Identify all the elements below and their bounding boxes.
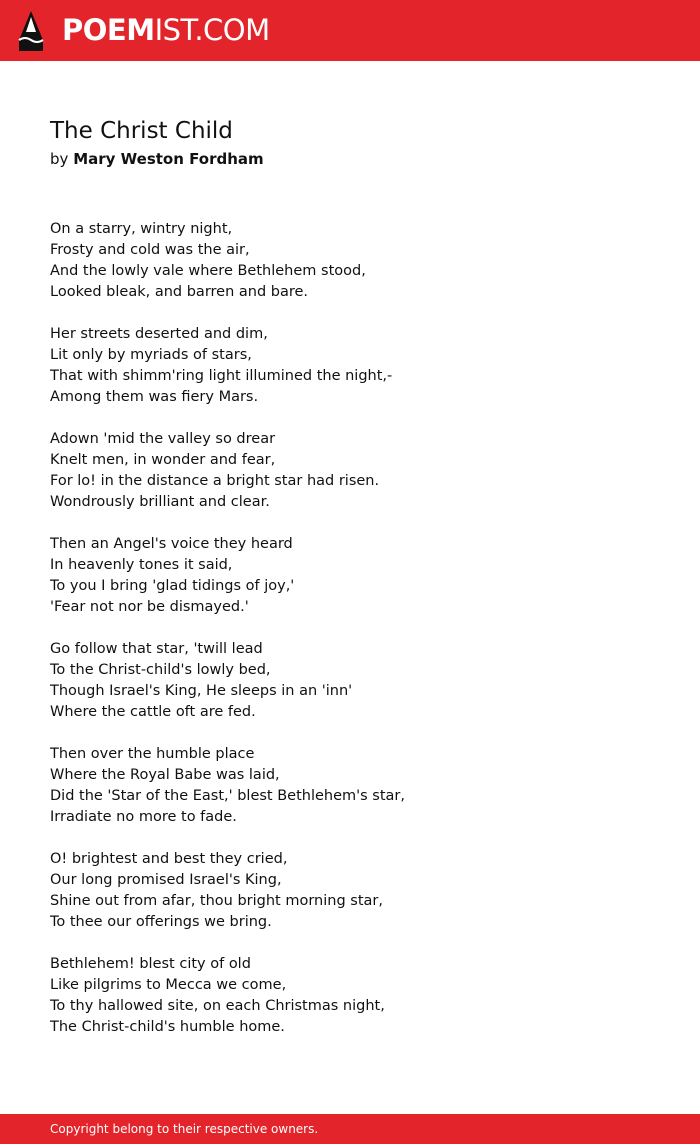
poem-line: Her streets deserted and dim, — [50, 326, 268, 342]
poem-line: To the Christ-child's lowly bed, — [50, 662, 271, 678]
stanza — [50, 954, 650, 1038]
poem-line: The Christ-child's humble home. — [50, 1019, 285, 1035]
poem-author[interactable]: Mary Weston Fordham — [73, 150, 264, 168]
poem-line: Wondrously brilliant and clear. — [50, 494, 270, 510]
poem-line: In heavenly tones it said, — [50, 557, 233, 573]
site-logo[interactable] — [62, 12, 270, 48]
poem-line: Did the 'Star of the East,' blest Bethlehem's star, — [50, 788, 406, 804]
poem-line: Then an Angel's voice they heard — [50, 536, 293, 552]
poem-line: Bethlehem! blest city of old — [50, 956, 251, 972]
poem-line: 'Fear not nor be dismayed.' — [50, 599, 249, 615]
poem-line: Irradiate no more to fade. — [50, 809, 237, 825]
poem-line: Frosty and cold was the air, — [50, 242, 250, 258]
poem-line: Adown 'mid the valley so drear — [50, 431, 276, 447]
poem-line: Like pilgrims to Mecca we come, — [50, 977, 287, 993]
stanza — [50, 849, 650, 933]
poem-line: Go follow that star, 'twill lead — [50, 641, 263, 657]
site-header — [0, 0, 700, 61]
poem-line: Our long promised Israel's King, — [50, 872, 282, 888]
by-label: by — [50, 150, 69, 168]
stanza — [50, 324, 650, 408]
stanza — [50, 534, 650, 618]
stanza — [50, 639, 650, 723]
copyright-text: Copyright belong to their respective owners. — [50, 1122, 319, 1136]
site-footer — [0, 1114, 700, 1144]
poem-line: Lit only by myriads of stars, — [50, 347, 252, 363]
poem-line: Then over the humble place — [50, 746, 255, 762]
poem-line: To thy hallowed site, on each Christmas night, — [50, 998, 385, 1014]
poem-line: Where the cattle oft are fed. — [50, 704, 256, 720]
poem-line: O! brightest and best they cried, — [50, 851, 288, 867]
poem-line: Though Israel's King, He sleeps in an 'inn' — [50, 683, 353, 699]
stanza — [50, 744, 650, 828]
poem-line: Looked bleak, and barren and bare. — [50, 284, 309, 300]
poem-line: For lo! in the distance a bright star had risen. — [50, 473, 380, 489]
poem-line: To thee our offerings we bring. — [50, 914, 272, 930]
poem-line: And the lowly vale where Bethlehem stood, — [50, 263, 366, 279]
poem-body — [50, 219, 650, 1059]
poem-line: That with shimm'ring light illumined the night,- — [50, 368, 393, 384]
poem-line: Where the Royal Babe was laid, — [50, 767, 280, 783]
poem-byline — [50, 148, 264, 170]
poem-title: The Christ Child — [50, 118, 233, 144]
poem-line: On a starry, wintry night, — [50, 221, 233, 237]
poem-line: Knelt men, in wonder and fear, — [50, 452, 276, 468]
logo-bold-text: POEM — [62, 13, 155, 47]
poem-line: Shine out from afar, thou bright morning star, — [50, 893, 383, 909]
poem-line: To you I bring 'glad tidings of joy,' — [50, 578, 295, 594]
stanza — [50, 429, 650, 513]
logo-light-text: IST.COM — [154, 13, 270, 47]
pencil-tip-icon[interactable] — [18, 10, 44, 52]
poem-line: Among them was fiery Mars. — [50, 389, 259, 405]
stanza — [50, 219, 650, 303]
